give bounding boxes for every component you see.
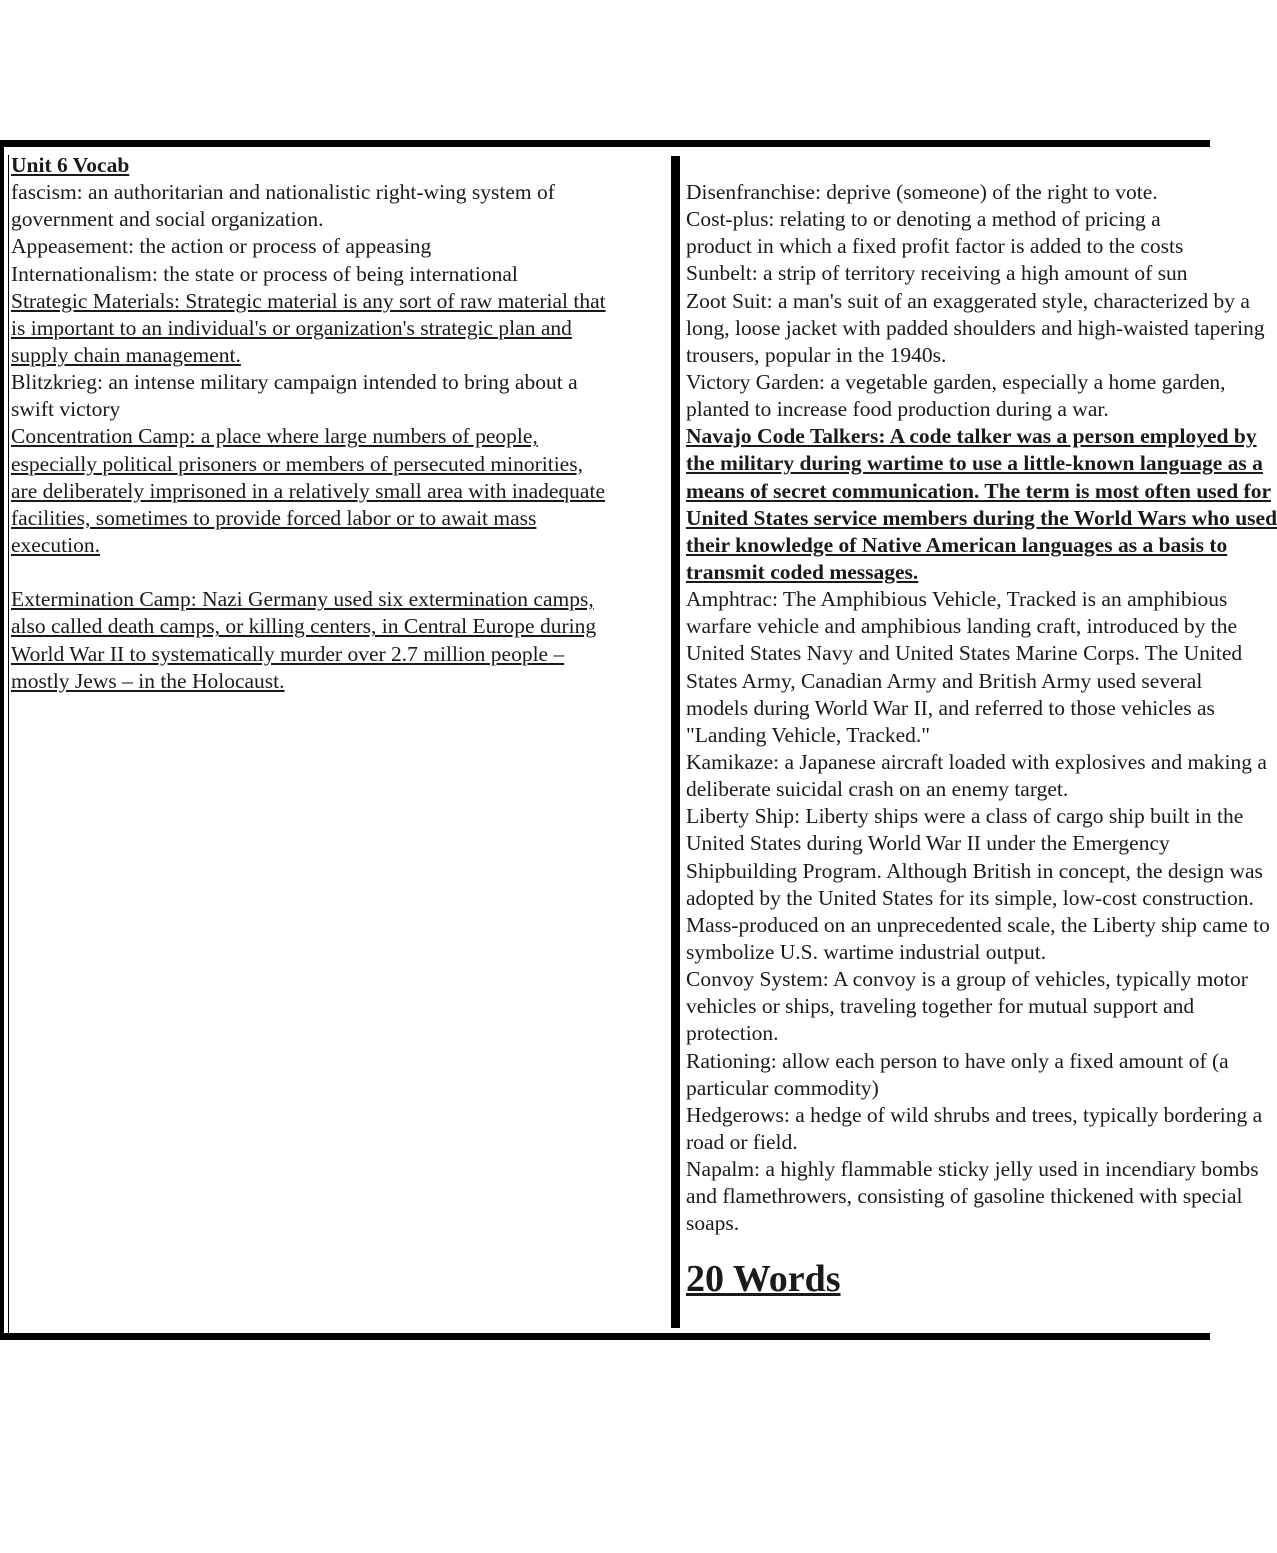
vocab-line: Zoot Suit: a man's suit of an exaggerated style, characterized by a <box>686 288 1250 313</box>
vocab-line: World War II to systematically murder over 2.7 million people – <box>11 641 565 666</box>
vocab-line: States Army, Canadian Army and British Army used several <box>686 668 1203 693</box>
vocab-line: adopted by the United States for its simple, low-cost construction. <box>686 885 1254 910</box>
vocab-line: protection. <box>686 1021 779 1046</box>
vocab-line: Rationing: allow each person to have only a fixed amount of (a <box>686 1048 1229 1073</box>
vocab-line: is important to an individual's or organization's strategic plan and <box>11 315 572 340</box>
vocab-line: Concentration Camp: a place where large numbers of people, <box>11 424 538 449</box>
vocab-line: transmit coded messages. <box>686 559 919 584</box>
vocab-line: particular commodity) <box>686 1075 879 1100</box>
vocab-line: warfare vehicle and amphibious landing craft, introduced by the <box>686 614 1238 639</box>
vocab-line: Appeasement: the action or process of appeasing <box>11 234 432 259</box>
vocab-line: United States during World War II under the Emergency <box>686 831 1170 856</box>
vocab-line: Mass-produced on an unprecedented scale, the Liberty ship came to <box>686 912 1270 937</box>
vocab-line: government and social organization. <box>11 207 324 232</box>
vocab-line: means of secret communication. The term is most often used for <box>686 478 1271 503</box>
vocab-line: Sunbelt: a strip of territory receiving a high amount of sun <box>686 261 1188 286</box>
vocab-line: Cost-plus: relating to or denoting a method of pricing a <box>686 207 1161 232</box>
vocab-line: Extermination Camp: Nazi Germany used six extermination camps, <box>11 587 594 612</box>
right-column <box>686 179 1277 1303</box>
vocab-line: mostly Jews – in the Holocaust. <box>11 668 285 693</box>
vocab-line: Napalm: a highly flammable sticky jelly used in incendiary bombs <box>686 1157 1259 1182</box>
vocab-line: are deliberately imprisoned in a relatively small area with inadequate <box>11 478 605 503</box>
vocab-line: Shipbuilding Program. Although British in concept, the design was <box>686 858 1263 883</box>
document-title: Unit 6 Vocab <box>11 153 130 177</box>
vocab-line: facilities, sometimes to provide forced labor or to await mass <box>11 505 537 530</box>
vocab-line: product in which a fixed profit factor is added to the costs <box>686 234 1184 259</box>
vocab-line: trousers, popular in the 1940s. <box>686 342 947 367</box>
vocab-line: models during World War II, and referred to those vehicles as <box>686 695 1215 720</box>
vocab-line: execution. <box>11 532 100 557</box>
vocab-line: Liberty Ship: Liberty ships were a class of cargo ship built in the <box>686 804 1244 829</box>
vocab-line: and flamethrowers, consisting of gasoline thickened with special <box>686 1184 1243 1209</box>
vocab-line: especially political prisoners or members of persecuted minorities, <box>11 451 583 476</box>
vocab-line: Disenfranchise: deprive (someone) of the right to vote. <box>686 180 1158 204</box>
vocab-line: United States Navy and United States Marine Corps. The United <box>686 641 1243 666</box>
vocab-line: "Landing Vehicle, Tracked." <box>686 722 931 747</box>
vocab-line: soaps. <box>686 1211 740 1236</box>
frame-inner-line <box>8 155 9 1336</box>
vocab-line: their knowledge of Native American languages as a basis to <box>686 532 1228 557</box>
vocab-line: Strategic Materials: Strategic material is any sort of raw material that <box>11 288 606 313</box>
column-divider <box>671 156 680 1328</box>
vocab-line: Internationalism: the state or process of being international <box>11 261 518 286</box>
vocab-line: Convoy System: A convoy is a group of vehicles, typically motor <box>686 967 1248 992</box>
vocab-line: Amphtrac: The Amphibious Vehicle, Tracked is an amphibious <box>686 587 1228 612</box>
vocab-line: Hedgerows: a hedge of wild shrubs and trees, typically bordering a <box>686 1102 1263 1127</box>
vocab-line: Kamikaze: a Japanese aircraft loaded with explosives and making a <box>686 749 1267 774</box>
vocab-line: road or field. <box>686 1129 798 1154</box>
vocab-line: long, loose jacket with padded shoulders and high-waisted tapering <box>686 315 1265 340</box>
vocab-line: Victory Garden: a vegetable garden, especially a home garden, <box>686 369 1226 394</box>
vocab-line: deliberate suicidal crash on an enemy target. <box>686 777 1069 802</box>
word-count-heading: 20 Words <box>686 1258 841 1301</box>
vocab-line: vehicles or ships, traveling together for mutual support and <box>686 994 1195 1019</box>
vocab-line: the military during wartime to use a little-known language as a <box>686 451 1263 476</box>
vocab-line: swift victory <box>11 397 121 422</box>
vocab-line: planted to increase food production during a war. <box>686 397 1109 422</box>
vocab-line: fascism: an authoritarian and nationalistic right-wing system of <box>11 180 555 205</box>
vocab-line: supply chain management. <box>11 342 241 367</box>
vocab-line: Blitzkrieg: an intense military campaign intended to bring about a <box>11 370 578 395</box>
left-column <box>11 152 666 695</box>
blank-line <box>11 559 666 586</box>
vocab-line: also called death camps, or killing centers, in Central Europe during <box>11 614 597 639</box>
vocab-line: Navajo Code Talkers: A code talker was a person employed by <box>686 424 1257 449</box>
vocab-line: United States service members during the World Wars who used <box>686 505 1277 530</box>
vocab-line: symbolize U.S. wartime industrial output. <box>686 939 1047 964</box>
